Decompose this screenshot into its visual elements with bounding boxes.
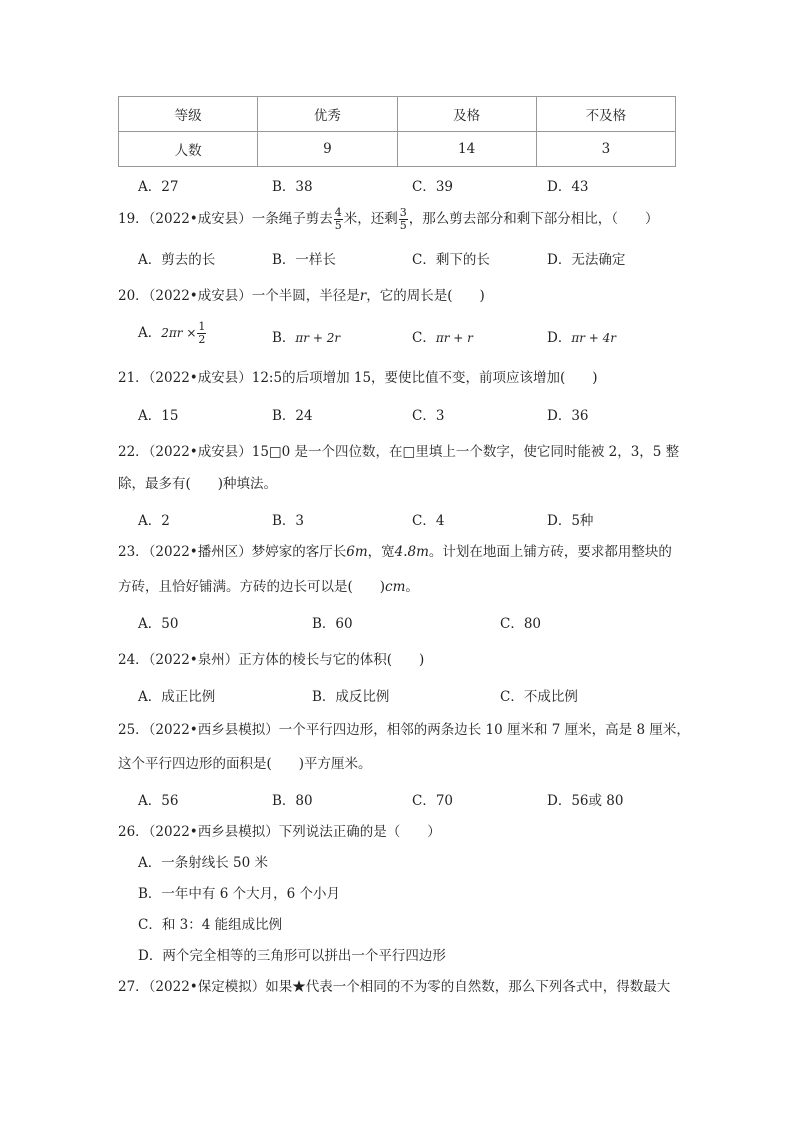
- q26-option-c: C．和 3：4 能组成比例: [138, 917, 283, 933]
- option-label: A．: [138, 325, 162, 341]
- table-cell: 优秀: [258, 97, 397, 132]
- table-cell: 人数: [119, 132, 258, 167]
- question-25-line-2: 这个平行四边形的面积是( )平方厘米。: [118, 756, 372, 772]
- table-cell: 9: [258, 132, 397, 167]
- q19-option-d: D．无法确定: [547, 252, 626, 268]
- question-23-line-1: [118, 540, 672, 560]
- table-cell: 及格: [397, 97, 536, 132]
- option-expression: 2πr ×: [161, 326, 197, 340]
- q24-option-a: A．成正比例: [138, 689, 216, 705]
- question-23-line-2: [118, 575, 419, 595]
- fraction: [197, 321, 206, 346]
- question-21: 21．（2022•成安县）12:5的后项增加 15，要使比值不变，前项应该增加( ): [118, 370, 598, 386]
- fraction-numerator: 1: [198, 320, 206, 333]
- option-expression: πr + 4r: [571, 331, 617, 345]
- question-24: 24．（2022•泉州）正方体的棱长与它的体积( ): [118, 652, 425, 668]
- fraction-numerator: 3: [399, 206, 407, 219]
- q20-suffix: ，它的周长是( ): [366, 288, 485, 304]
- q19-option-c: C．剩下的长: [412, 252, 490, 268]
- q22-option-a: A．2: [138, 513, 170, 529]
- q23-option-b: B．60: [312, 616, 353, 632]
- q23-option-a: A．50: [138, 616, 179, 632]
- table-header-row: [119, 97, 676, 132]
- table-cell: 等级: [119, 97, 258, 132]
- math-value: 6m: [346, 544, 368, 560]
- q19-prefix: 19．（2022•成安县）一条绳子剪去: [118, 211, 333, 227]
- table-cell: 14: [397, 132, 536, 167]
- question-22-line-2: 除，最多有( )种填法。: [118, 476, 278, 492]
- q19-suffix: ，那么剪去部分和剩下部分相比，（ ）: [408, 211, 659, 227]
- option-label: D．: [547, 330, 572, 346]
- q22-option-b: B．3: [272, 513, 305, 529]
- q19-mid: 米，还剩: [343, 211, 398, 227]
- option-expression: πr + 2r: [295, 331, 341, 345]
- fraction-denominator: 2: [198, 333, 206, 346]
- q24-option-b: B．成反比例: [312, 689, 390, 705]
- q20-variable: r: [359, 288, 367, 304]
- option-label: C．: [412, 330, 436, 346]
- q20-option-d: [547, 326, 616, 346]
- option-label: B．: [272, 330, 296, 346]
- grade-table: [118, 96, 676, 167]
- fraction: [399, 207, 408, 232]
- q21-option-a: A．15: [138, 408, 179, 424]
- question-22-line-1: 22．（2022•成安县）15□0 是一个四位数，在□里填上一个数字，使它同时能被 2，3，5 整: [118, 444, 680, 460]
- q26-option-b: B．一年中有 6 个大月，6 个小月: [138, 886, 340, 902]
- q18-option-b: B．38: [272, 179, 313, 195]
- question-20: [118, 284, 485, 304]
- fraction: [334, 207, 343, 232]
- q21-option-c: C．3: [412, 408, 445, 424]
- question-26: 26．（2022•西乡县模拟）下列说法正确的是（ ）: [118, 824, 441, 840]
- text-segment: ，宽: [367, 544, 395, 560]
- q19-option-a: A．剪去的长: [138, 252, 216, 268]
- table-cell: 不及格: [536, 97, 675, 132]
- q25-option-d: D．56或 80: [547, 793, 624, 809]
- q20-option-a: [138, 318, 207, 348]
- table-row: [119, 132, 676, 167]
- math-value: 4.8m: [394, 544, 429, 560]
- q20-prefix: 20．（2022•成安县）一个半圆，半径是: [118, 288, 360, 304]
- text-segment: 23．（2022•播州区）梦婷家的客厅长: [118, 544, 347, 560]
- q22-option-d: D．5种: [547, 513, 594, 529]
- q25-option-b: B．80: [272, 793, 313, 809]
- q20-option-c: [412, 326, 473, 346]
- option-expression: πr + r: [435, 331, 473, 345]
- math-unit: cm: [385, 579, 406, 595]
- q19-option-b: B．一样长: [272, 252, 336, 268]
- q24-option-c: C．不成比例: [500, 689, 578, 705]
- q22-option-c: C．4: [412, 513, 445, 529]
- text-segment: 。计划在地面上铺方砖，要求都用整块的: [428, 544, 672, 560]
- question-27: 27．（2022•保定模拟）如果★代表一个相同的不为零的自然数，那么下列各式中，得数最大: [118, 979, 671, 995]
- fraction-denominator: 5: [399, 219, 407, 232]
- q26-option-a: A．一条射线长 50 米: [138, 855, 269, 871]
- q25-option-c: C．70: [412, 793, 454, 809]
- question-25-line-1: 25．（2022•西乡县模拟）一个平行四边形，相邻的两条边长 10 厘米和 7 厘米，高是 8 厘米，: [118, 722, 690, 738]
- text-segment: 方砖，且恰好铺满。方砖的边长可以是( ): [118, 579, 386, 595]
- q18-option-d: D．43: [547, 179, 589, 195]
- q25-option-a: A．56: [138, 793, 179, 809]
- q20-option-b: [272, 326, 340, 346]
- table-cell: 3: [536, 132, 675, 167]
- fraction-numerator: 4: [334, 206, 342, 219]
- q26-option-d: D．两个完全相等的三角形可以拼出一个平行四边形: [138, 948, 446, 964]
- q18-option-a: A．27: [138, 179, 179, 195]
- q21-option-b: B．24: [272, 408, 313, 424]
- text-segment: 。: [405, 579, 419, 595]
- fraction-denominator: 5: [334, 219, 342, 232]
- q23-option-c: C．80: [500, 616, 542, 632]
- q21-option-d: D．36: [547, 408, 589, 424]
- question-19: [118, 204, 659, 234]
- q18-option-c: C．39: [412, 179, 454, 195]
